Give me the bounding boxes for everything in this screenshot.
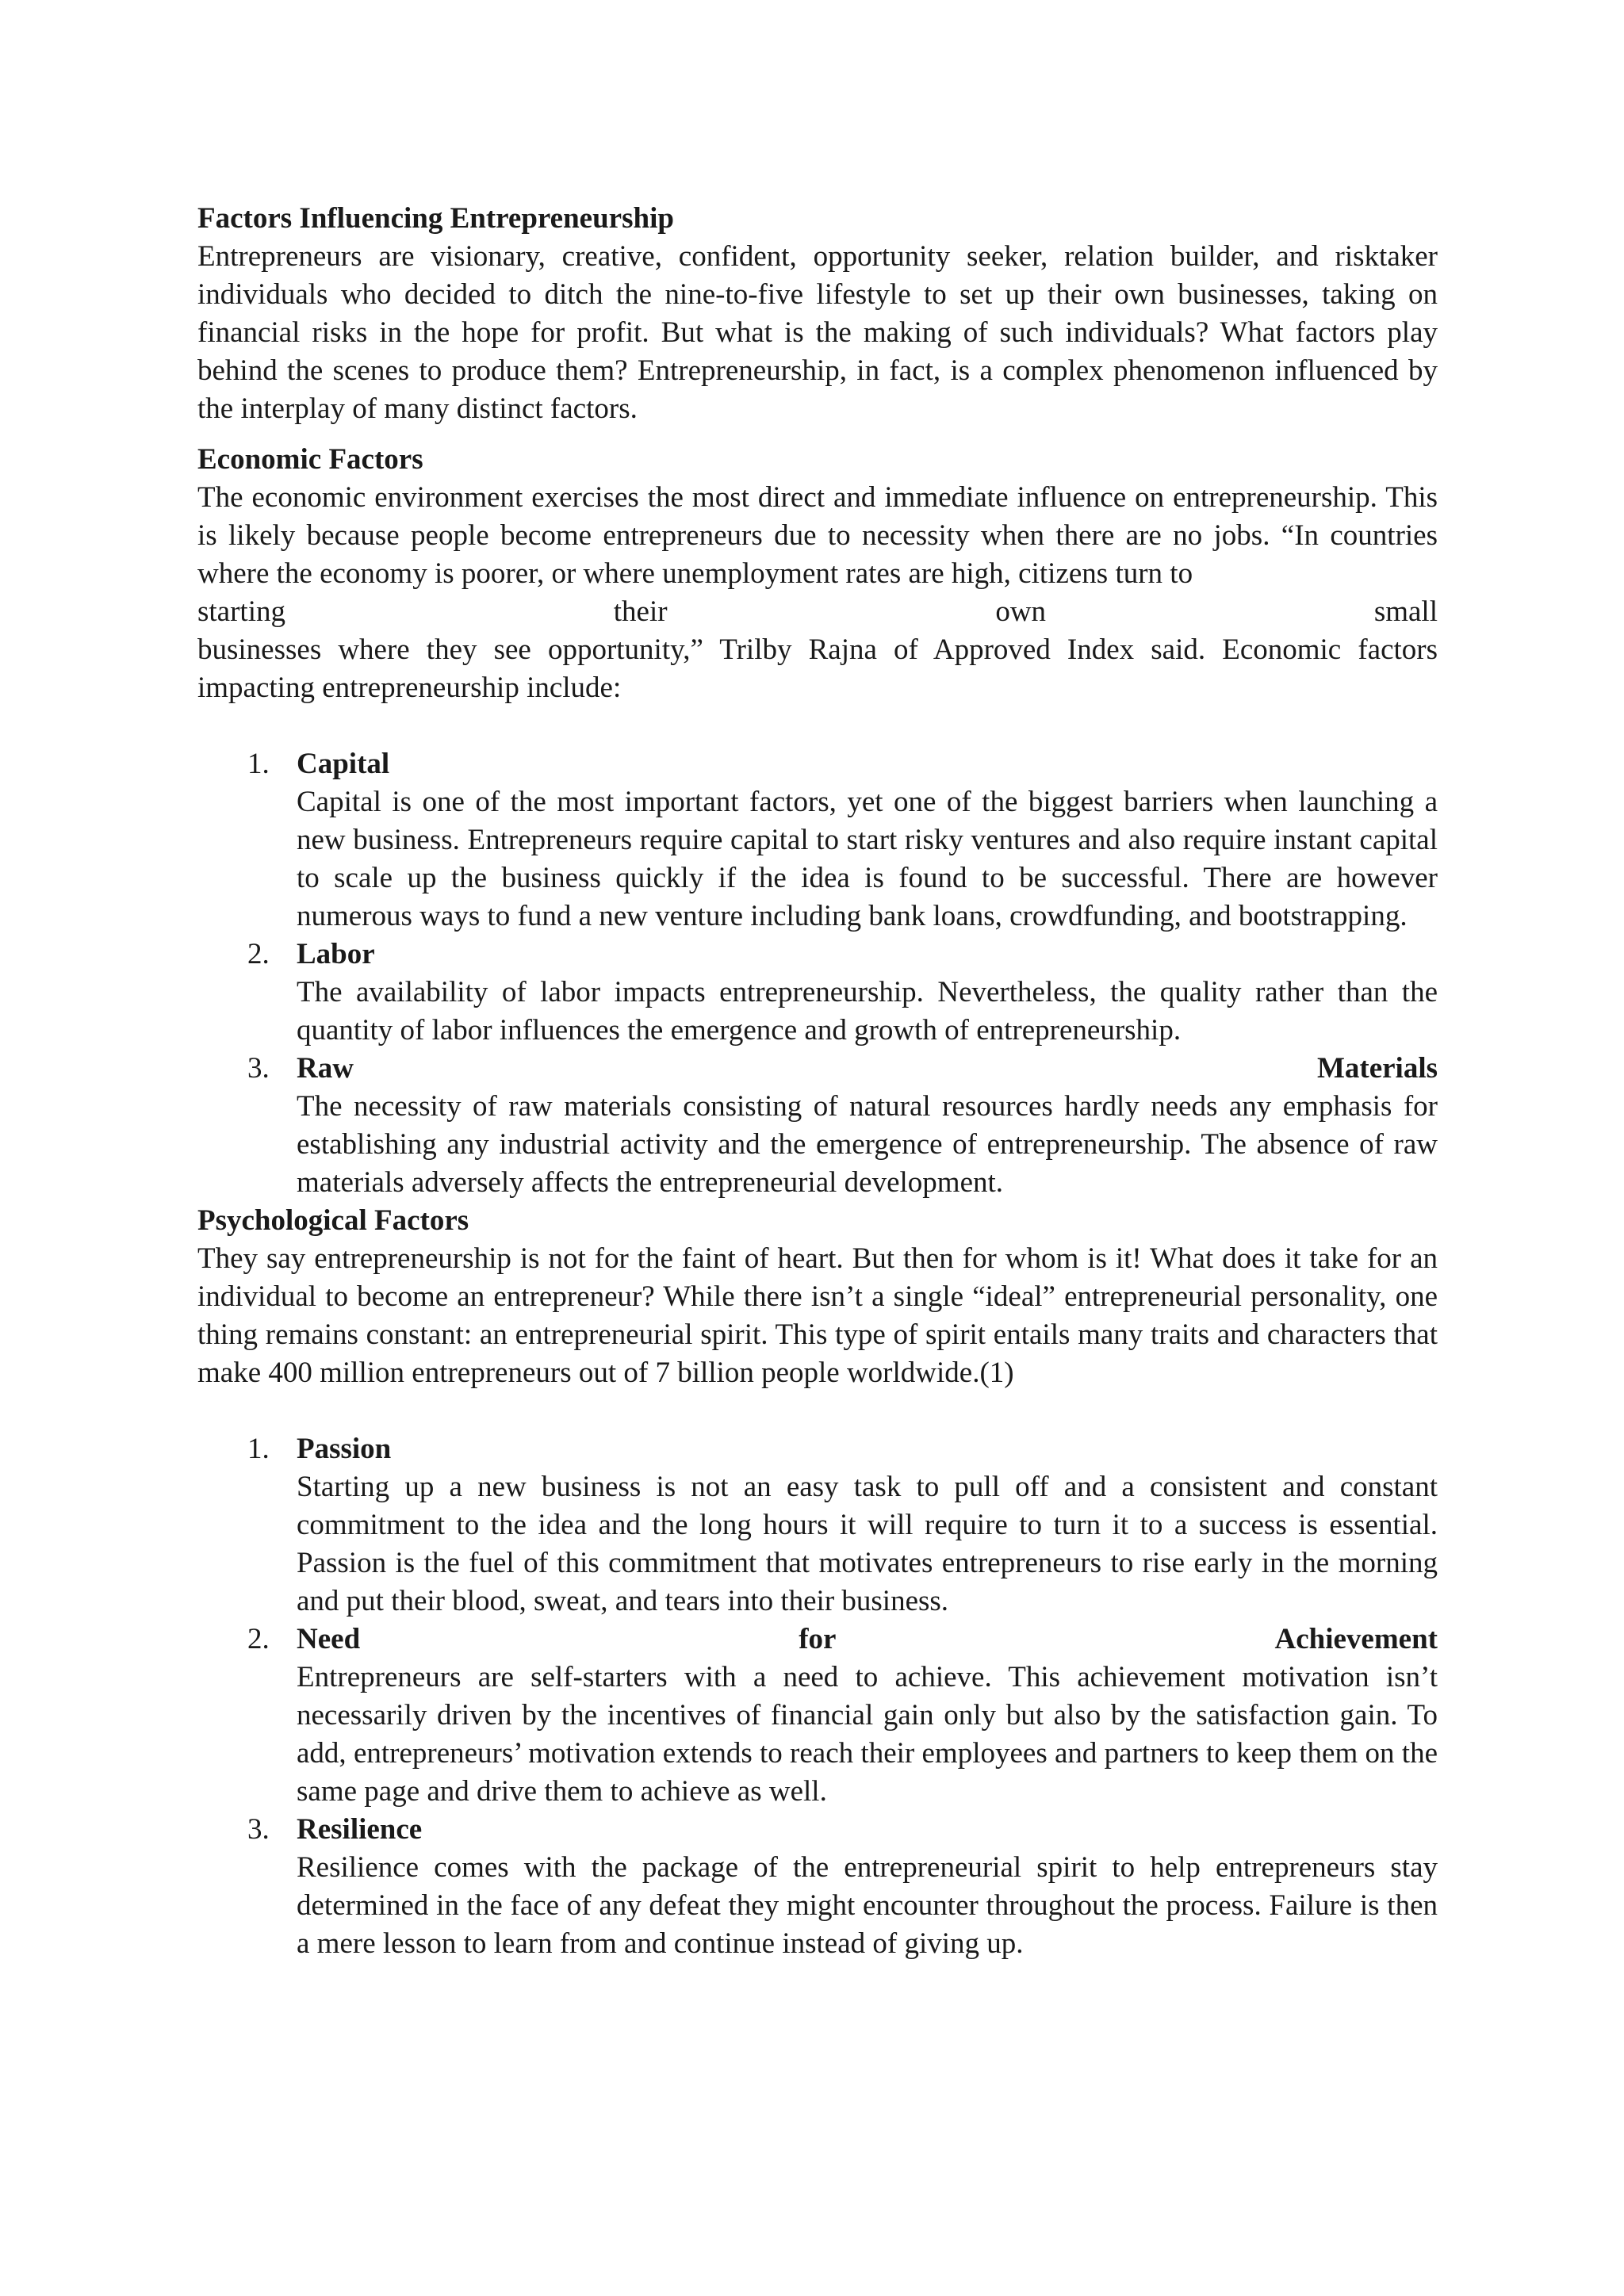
economic-factors-list [197,745,1438,1202]
title-word: Achievement [1274,1623,1438,1655]
title-word: for [799,1623,837,1655]
list-number: 3. [247,1813,270,1846]
list-number: 2. [247,1623,270,1655]
psychological-paragraph: They say entrepreneurship is not for the faint of heart. But then for whom is it! What does it take for an individual to become an entrepreneur? While there isn’t a single “ideal” entrepreneurial personality, one thing remains constant: an entrepreneurial spirit. This type of spirit entails many traits and characters that make 400 million entrepreneurs out of 7 billion people worldwide.(1) [197,1242,1438,1389]
text-column [197,200,1438,1963]
list-item-title: Resilience [297,1813,423,1846]
list-item-labor [247,936,1438,1050]
economic-factors-heading: Economic Factors [197,443,423,476]
list-item-title: Capital [297,748,390,780]
list-item-text: The necessity of raw materials consisting of natural resources hardly needs any emphasis for establishing any industrial activity and the emergence of entrepreneurship. The absence of raw materials adversely affects the entrepreneurial development. [297,1090,1438,1199]
list-item-text: Starting up a new business is not an easy task to pull off and a consistent and constant commitment to the idea and the long hours it will require to turn it to a success is essential. Passion is the fuel of this commitment that motivates entrepreneurs to rise early in the morning and put their blood, sweat, and tears into their business. [297,1471,1438,1617]
psychological-factors-list [197,1430,1438,1963]
title-word: Raw [297,1052,354,1085]
economic-spread-line [197,593,1438,631]
list-item-passion [247,1430,1438,1621]
list-item-title [297,1050,1438,1088]
spread-word: starting [197,595,285,628]
list-number: 1. [247,1433,270,1465]
spread-word: their [613,595,668,628]
document-title: Factors Influencing Entrepreneurship [197,202,674,235]
psychological-factors-heading: Psychological Factors [197,1204,469,1237]
list-item-resilience [247,1811,1438,1963]
title-word: Materials [1316,1052,1438,1085]
spread-word: small [1373,595,1438,628]
list-item-title [297,1621,1438,1659]
spread-word: own [995,595,1047,628]
list-item-text: Resilience comes with the package of the entrepreneurial spirit to help entrepreneurs stay determined in the face of any defeat they might encounter throughout the process. Failure is then a mere lesson to learn from and continue instead of giving up. [297,1851,1438,1960]
list-item-text: Capital is one of the most important factors, yet one of the biggest barriers when launching a new business. Entrepreneurs require capital to start risky ventures and also require instant capital to scale up the business quickly if the idea is found to be successful. There are however numerous ways to fund a new venture including bank loans, crowdfunding, and bootstrapping. [297,786,1438,932]
list-item-raw-materials [247,1050,1438,1202]
list-item-text: Entrepreneurs are self-starters with a need to achieve. This achievement motivation isn’t necessarily driven by the incentives of financial gain only but also by the satisfaction gain. To add, entrepreneurs’ motivation extends to reach their employees and partners to keep them on the same page and drive them to achieve as well. [297,1661,1438,1808]
economic-paragraph-lead: The economic environment exercises the most direct and immediate influence on entrepreneurship. This is likely because people become entrepreneurs due to necessity when there are no jobs. “In countries where the economy is poorer, or where unemployment rates are high, citizens turn to [197,481,1438,590]
list-item-text: The availability of labor impacts entrepreneurship. Nevertheless, the quality rather than the quantity of labor influences the emergence and growth of entrepreneurship. [297,976,1438,1047]
list-number: 2. [247,938,270,970]
list-item-title: Labor [297,938,375,970]
list-item-capital [247,745,1438,936]
list-item-title: Passion [297,1433,392,1465]
economic-paragraph-tail: businesses where they see opportunity,” Trilby Rajna of Approved Index said. Economic factors impacting entrepreneurship include: [197,633,1438,704]
list-number: 1. [247,748,270,780]
list-number: 3. [247,1052,270,1085]
intro-paragraph: Entrepreneurs are visionary, creative, confident, opportunity seeker, relation builder, and risktaker individuals who decided to ditch the nine-to-five lifestyle to set up their own businesses, taking on financial risks in the hope for profit. But what is the making of such individuals? What factors play behind the scenes to produce them? Entrepreneurship, in fact, is a complex phenomenon influenced by the interplay of many distinct factors. [197,240,1438,425]
title-word: Need [297,1623,361,1655]
list-item-need-for-achievement [247,1621,1438,1811]
